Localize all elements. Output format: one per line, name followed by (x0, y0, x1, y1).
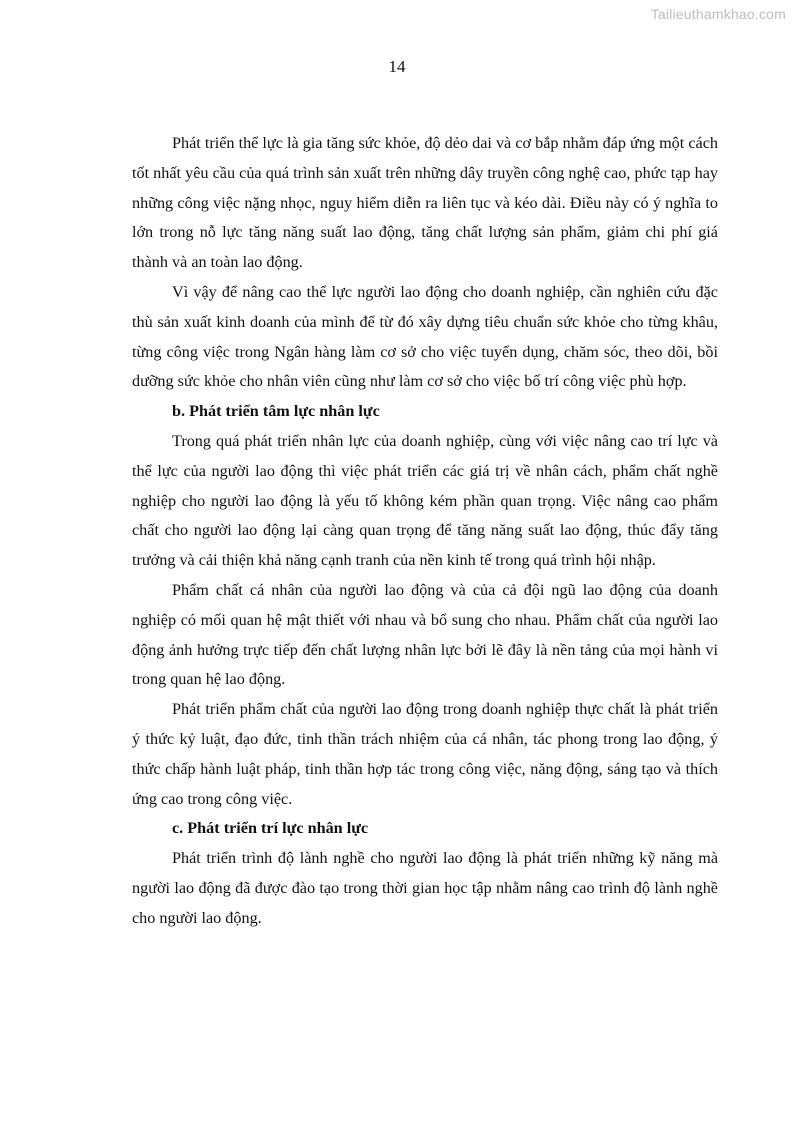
page-number: 14 (388, 57, 406, 76)
paragraph-personal-qualities: Phẩm chất cá nhân của người lao động và của cả đội ngũ lao động của doanh nghiệp có mối quan hệ mật thiết với nhau và bổ sung cho nhau. Phẩm chất của người lao động ảnh hưởng trực tiếp đến chất lượng nhân lực bởi lẽ đây là nền tảng của mọi hành vi trong quan hệ lao động. (132, 580, 718, 689)
section-heading-b: b. Phát triển tâm lực nhân lực (172, 402, 380, 421)
paragraph-skill-development: Phát triển trình độ lành nghề cho người lao động là phát triển những kỹ năng mà người lao động đã được đào tạo trong thời gian học tập nhằm nâng cao trình độ lành nghề cho người lao động. (132, 849, 718, 927)
watermark-text: Tailieuthamkhao.com (650, 6, 786, 22)
paragraph-health-standards: Vì vậy để nâng cao thể lực người lao động cho doanh nghiệp, cần nghiên cứu đặc thù sản xuất kinh doanh của mình để từ đó xây dựng tiêu chuẩn sức khỏe cho từng khâu, từng công việc trong Ngân hàng làm cơ sở cho việc tuyển dụng, chăm sóc, theo dõi, bồi dưỡng sức khỏe cho nhân viên cũng như làm cơ sở cho việc bố trí công việc phù hợp. (132, 282, 718, 391)
paragraph-quality-development: Phát triển phẩm chất của người lao động trong doanh nghiệp thực chất là phát triển ý thức kỷ luật, đạo đức, tinh thần trách nhiệm của cá nhân, tác phong trong lao động, ý thức chấp hành luật pháp, tinh thần hợp tác trong công việc, năng động, sáng tạo và thích ứng cao trong công việc. (132, 700, 718, 808)
document-body (132, 129, 718, 934)
section-heading-c: c. Phát triển trí lực nhân lực (172, 819, 369, 838)
paragraph-mental-development: Trong quá phát triển nhân lực của doanh nghiệp, cùng với việc nâng cao trí lực và thể lực của người lao động thì việc phát triển các giá trị về nhân cách, phẩm chất nghề nghiệp cho người lao động là yếu tố không kém phần quan trọng. Việc nâng cao phẩm chất cho người lao động lại càng quan trọng để tăng năng suất lao động, thúc đẩy tăng trưởng và cải thiện khả năng cạnh tranh của nền kinh tế trong quá trình hội nhập. (132, 431, 718, 570)
paragraph-physical-development: Phát triển thể lực là gia tăng sức khỏe, độ dẻo dai và cơ bắp nhằm đáp ứng một cách tốt nhất yêu cầu của quá trình sản xuất trên những dây truyền công nghệ cao, phức tạp hay những công việc nặng nhọc, nguy hiểm diễn ra liên tục và kéo dài. Điều này có ý nghĩa to lớn trong nỗ lực tăng năng suất lao động, tăng chất lượng sản phẩm, giảm chi phí giá thành và an toàn lao động. (132, 134, 718, 272)
